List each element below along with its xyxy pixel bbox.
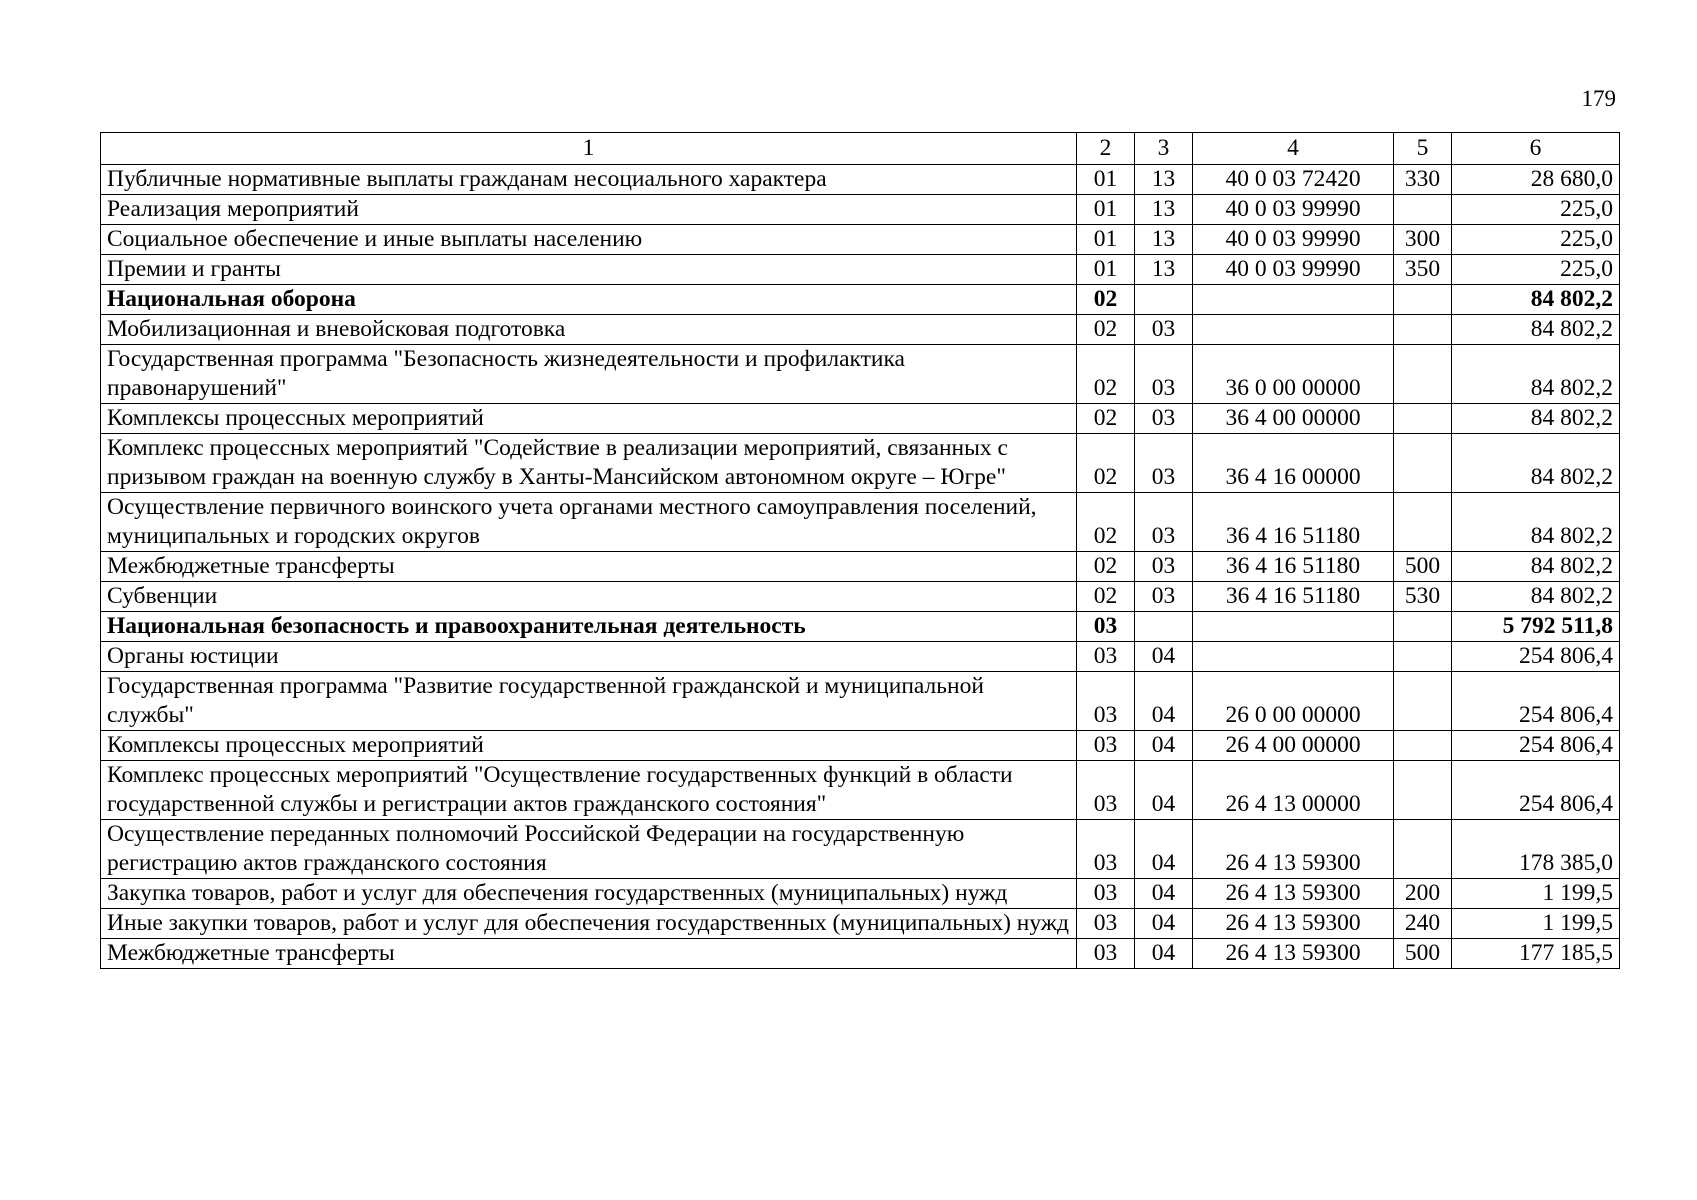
row-section: 03 (1077, 731, 1135, 761)
row-subsection: 13 (1135, 195, 1193, 225)
row-expense-type: 530 (1394, 582, 1452, 612)
row-expense-type: 350 (1394, 255, 1452, 285)
row-amount: 84 802,2 (1452, 552, 1620, 582)
row-amount: 84 802,2 (1452, 493, 1620, 552)
row-subsection: 13 (1135, 225, 1193, 255)
row-name: Мобилизационная и вневойсковая подготовка (101, 315, 1077, 345)
row-expense-type (1394, 315, 1452, 345)
row-amount: 178 385,0 (1452, 820, 1620, 879)
column-header-1: 1 (101, 133, 1077, 165)
row-target-code (1193, 642, 1394, 672)
row-subsection: 03 (1135, 345, 1193, 404)
table-row (101, 939, 1620, 969)
row-name: Социальное обеспечение и иные выплаты населению (101, 225, 1077, 255)
row-expense-type: 330 (1394, 165, 1452, 195)
row-section: 01 (1077, 195, 1135, 225)
row-subsection: 04 (1135, 761, 1193, 820)
row-target-code: 36 4 16 00000 (1193, 434, 1394, 493)
row-expense-type (1394, 612, 1452, 642)
row-target-code: 26 0 00 00000 (1193, 672, 1394, 731)
row-target-code (1193, 315, 1394, 345)
row-amount: 225,0 (1452, 255, 1620, 285)
row-target-code (1193, 285, 1394, 315)
row-section: 02 (1077, 315, 1135, 345)
budget-table (100, 132, 1620, 969)
row-amount: 84 802,2 (1452, 345, 1620, 404)
row-name: Закупка товаров, работ и услуг для обеспечения государственных (муниципальных) нужд (101, 879, 1077, 909)
row-subsection: 04 (1135, 731, 1193, 761)
row-target-code: 26 4 13 59300 (1193, 939, 1394, 969)
row-expense-type (1394, 285, 1452, 315)
row-expense-type: 500 (1394, 552, 1452, 582)
row-subsection: 03 (1135, 493, 1193, 552)
table-row (101, 285, 1620, 315)
row-expense-type (1394, 820, 1452, 879)
row-subsection: 04 (1135, 820, 1193, 879)
table-row (101, 582, 1620, 612)
row-subsection: 03 (1135, 404, 1193, 434)
row-target-code: 26 4 13 59300 (1193, 909, 1394, 939)
row-expense-type (1394, 434, 1452, 493)
table-row (101, 820, 1620, 879)
row-section: 02 (1077, 285, 1135, 315)
row-expense-type: 240 (1394, 909, 1452, 939)
row-subsection: 03 (1135, 434, 1193, 493)
row-target-code: 26 4 00 00000 (1193, 731, 1394, 761)
row-name: Комплекс процессных мероприятий "Содействие в реализации мероприятий, связанных с призывом граждан на военную службу в Ханты-Мансийском автономном округе – Югре" (101, 434, 1077, 493)
row-expense-type (1394, 761, 1452, 820)
row-subsection: 13 (1135, 165, 1193, 195)
row-section: 03 (1077, 672, 1135, 731)
table-row (101, 642, 1620, 672)
row-amount: 84 802,2 (1452, 434, 1620, 493)
row-name: Реализация мероприятий (101, 195, 1077, 225)
row-subsection: 04 (1135, 879, 1193, 909)
row-section: 02 (1077, 582, 1135, 612)
row-subsection: 04 (1135, 939, 1193, 969)
table-row (101, 879, 1620, 909)
table-row (101, 315, 1620, 345)
row-name: Публичные нормативные выплаты гражданам несоциального характера (101, 165, 1077, 195)
table-row (101, 493, 1620, 552)
row-name: Межбюджетные трансферты (101, 552, 1077, 582)
row-amount: 84 802,2 (1452, 582, 1620, 612)
table-row (101, 612, 1620, 642)
row-expense-type (1394, 642, 1452, 672)
row-section: 03 (1077, 612, 1135, 642)
row-section: 01 (1077, 225, 1135, 255)
row-subsection: 03 (1135, 552, 1193, 582)
row-name: Государственная программа "Безопасность жизнедеятельности и профилактика правонарушений" (101, 345, 1077, 404)
row-section: 03 (1077, 820, 1135, 879)
row-amount: 5 792 511,8 (1452, 612, 1620, 642)
table-row (101, 761, 1620, 820)
budget-table-body (101, 133, 1620, 969)
table-row (101, 404, 1620, 434)
row-name: Государственная программа "Развитие государственной гражданской и муниципальной службы" (101, 672, 1077, 731)
row-expense-type (1394, 404, 1452, 434)
row-target-code: 26 4 13 59300 (1193, 879, 1394, 909)
row-target-code: 26 4 13 00000 (1193, 761, 1394, 820)
row-subsection (1135, 612, 1193, 642)
table-row (101, 434, 1620, 493)
row-target-code: 40 0 03 99990 (1193, 195, 1394, 225)
table-row (101, 195, 1620, 225)
table-row (101, 225, 1620, 255)
row-section: 03 (1077, 909, 1135, 939)
row-amount: 1 199,5 (1452, 909, 1620, 939)
column-header-3: 3 (1135, 133, 1193, 165)
page-number: 179 (1581, 86, 1616, 111)
row-target-code (1193, 612, 1394, 642)
row-amount: 84 802,2 (1452, 404, 1620, 434)
row-section: 02 (1077, 493, 1135, 552)
row-subsection: 04 (1135, 909, 1193, 939)
row-name: Комплексы процессных мероприятий (101, 731, 1077, 761)
row-name: Иные закупки товаров, работ и услуг для обеспечения государственных (муниципальных) нужд (101, 909, 1077, 939)
row-section: 02 (1077, 404, 1135, 434)
row-section: 03 (1077, 879, 1135, 909)
row-amount: 177 185,5 (1452, 939, 1620, 969)
row-amount: 28 680,0 (1452, 165, 1620, 195)
row-target-code: 40 0 03 99990 (1193, 225, 1394, 255)
row-expense-type (1394, 731, 1452, 761)
row-amount: 84 802,2 (1452, 285, 1620, 315)
row-section: 03 (1077, 939, 1135, 969)
row-subsection: 13 (1135, 255, 1193, 285)
row-name: Комплексы процессных мероприятий (101, 404, 1077, 434)
table-row (101, 672, 1620, 731)
row-subsection (1135, 285, 1193, 315)
row-section: 03 (1077, 761, 1135, 820)
row-expense-type: 200 (1394, 879, 1452, 909)
table-row (101, 909, 1620, 939)
row-name: Осуществление первичного воинского учета органами местного самоуправления поселений, муниципальных и городских округов (101, 493, 1077, 552)
row-subsection: 03 (1135, 315, 1193, 345)
row-expense-type (1394, 493, 1452, 552)
row-expense-type: 500 (1394, 939, 1452, 969)
row-subsection: 03 (1135, 582, 1193, 612)
row-subsection: 04 (1135, 642, 1193, 672)
row-target-code: 36 4 16 51180 (1193, 552, 1394, 582)
row-amount: 225,0 (1452, 225, 1620, 255)
row-target-code: 40 0 03 72420 (1193, 165, 1394, 195)
row-section: 02 (1077, 434, 1135, 493)
row-name: Осуществление переданных полномочий Российской Федерации на государственную регистрацию актов гражданского состояния (101, 820, 1077, 879)
row-amount: 254 806,4 (1452, 731, 1620, 761)
row-name: Межбюджетные трансферты (101, 939, 1077, 969)
table-row (101, 345, 1620, 404)
row-name: Субвенции (101, 582, 1077, 612)
row-section: 02 (1077, 552, 1135, 582)
column-header-5: 5 (1394, 133, 1452, 165)
row-section: 03 (1077, 642, 1135, 672)
row-target-code: 40 0 03 99990 (1193, 255, 1394, 285)
row-expense-type (1394, 345, 1452, 404)
row-name: Комплекс процессных мероприятий "Осуществление государственных функций в области государственной службы и регистрации актов гражданского состояния" (101, 761, 1077, 820)
row-expense-type: 300 (1394, 225, 1452, 255)
row-name: Национальная оборона (101, 285, 1077, 315)
row-subsection: 04 (1135, 672, 1193, 731)
row-amount: 1 199,5 (1452, 879, 1620, 909)
row-name: Национальная безопасность и правоохранительная деятельность (101, 612, 1077, 642)
row-target-code: 36 0 00 00000 (1193, 345, 1394, 404)
row-amount: 254 806,4 (1452, 672, 1620, 731)
row-target-code: 36 4 00 00000 (1193, 404, 1394, 434)
row-amount: 254 806,4 (1452, 761, 1620, 820)
row-section: 01 (1077, 255, 1135, 285)
table-row (101, 255, 1620, 285)
row-expense-type (1394, 672, 1452, 731)
row-name: Органы юстиции (101, 642, 1077, 672)
row-expense-type (1394, 195, 1452, 225)
row-target-code: 36 4 16 51180 (1193, 582, 1394, 612)
row-target-code: 36 4 16 51180 (1193, 493, 1394, 552)
row-amount: 254 806,4 (1452, 642, 1620, 672)
column-header-4: 4 (1193, 133, 1394, 165)
row-section: 02 (1077, 345, 1135, 404)
column-header-2: 2 (1077, 133, 1135, 165)
row-section: 01 (1077, 165, 1135, 195)
column-header-6: 6 (1452, 133, 1620, 165)
row-amount: 84 802,2 (1452, 315, 1620, 345)
table-row (101, 731, 1620, 761)
table-row (101, 165, 1620, 195)
table-row (101, 552, 1620, 582)
row-target-code: 26 4 13 59300 (1193, 820, 1394, 879)
row-amount: 225,0 (1452, 195, 1620, 225)
table-header-row (101, 133, 1620, 165)
row-name: Премии и гранты (101, 255, 1077, 285)
